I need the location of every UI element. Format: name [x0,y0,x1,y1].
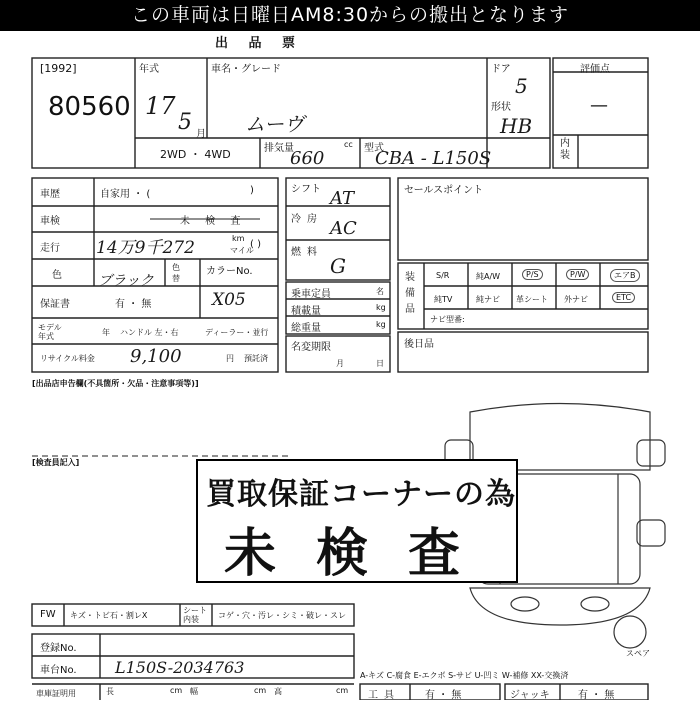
stamp-line1: 買取保証コーナーの為 [206,477,516,512]
cert-height: 高 [274,687,282,696]
aircon-value: AC [330,218,357,239]
shift-value: AT [330,188,355,209]
lot-code: [1992] [40,62,77,75]
color-change-label: 色替 [172,263,180,283]
chassis-value: L150S-2034763 [115,658,245,677]
cert-length-unit: cm [170,686,183,695]
equip-power-window: P/W [566,269,589,280]
model-year-label: モデル年式 [38,323,62,341]
score-label: 評価点 [580,64,610,75]
model-value: ムーヴ [245,112,304,136]
fuel-value: G [330,254,346,278]
pickup-notice-banner: この車両は日曜日AM8:30からの搬出となります [0,0,700,31]
equip-etc: ETC [612,292,635,303]
type-code-label: 型式 [364,143,384,154]
capacity-label: 乗車定員 [291,289,331,300]
reg-change-day: 日 [376,359,384,368]
tools-label: 工具 [368,690,400,701]
displacement-label: 排気量 [264,143,294,154]
inspection-label: 車検 [40,216,60,227]
seller-notes-label: [出品店申告欄(不具箇所・欠品・注意事項等)] [32,379,199,388]
mileage-unit-km: km [232,234,245,243]
sheet-title-fragment: 出 品 票 [215,36,304,51]
damage-legend: A-キズ C-腐食 E-エクボ S-サビ U-凹ミ W-補修 XX-交換済 [360,671,569,680]
equipment-label: 装備品 [405,272,415,315]
year-label: 年式 [139,64,159,75]
load-label: 積載量 [291,306,321,317]
model-grade-label: 車名・グレード [211,64,281,75]
handle-side: ハンドル 左・右 [120,328,179,337]
capacity-unit: 名 [376,287,384,296]
drive-type: 2WD ・ 4WD [160,148,231,161]
aircon-label: 冷房 [291,214,323,225]
displacement-value: 660 [290,148,325,169]
score-value: — [590,95,608,116]
equip-genuine-navi: 純ナビ [476,295,500,304]
history-close: ) [250,185,254,196]
model-year-unit: 年 [102,328,110,337]
cert-width: 幅 [190,687,198,696]
fw-label: FW [40,609,56,620]
year-value: 17 [145,92,176,120]
shift-label: シフト [291,184,321,195]
reg-change-month: 月 [336,359,344,368]
color-code-label: カラーNo. [206,266,253,277]
stamp-line2: 未検査 [224,524,501,584]
inspection-text: 未 検 査 [180,216,247,227]
recycle-unit: 円 [226,354,234,363]
color-value: ブラック [98,273,154,289]
registration-label: 登録No. [40,643,77,654]
cert-length: 長 [106,687,114,696]
color-label: 色 [52,270,62,281]
equip-leather-seat: 革シート [516,295,548,304]
equip-airbag: エアB [610,269,640,282]
mileage-paren: ( ) [250,239,261,250]
chassis-label: 車台No. [40,665,77,676]
reg-change-label: 名変期限 [291,342,331,353]
year-month-value: 5 [178,110,192,135]
shape-label: 形状 [491,102,511,113]
jack-label: ジャッキ [510,690,550,701]
load-unit: kg [376,303,386,312]
recycle-label: リサイクル料金 [40,354,95,363]
inspector-notes-label: [検査員記入] [32,458,80,467]
fuel-label: 燃料 [291,247,323,258]
interior-label: 内装 [560,138,570,161]
cert-height-unit: cm [336,686,349,695]
spare-tire-label: スペア [626,649,650,658]
history-options: 自家用 ・ ( [100,189,151,200]
tools-options: 有 ・ 無 [425,690,462,701]
recycle-deposit: 預託済 [244,354,268,363]
cert-width-unit: cm [254,686,267,695]
gross-unit: kg [376,320,386,329]
doors-value: 5 [515,74,528,98]
mileage-value: 14万9千272 [96,238,195,258]
equip-aftermarket-navi: 外ナビ [564,295,588,304]
equip-sunroof: S/R [436,271,450,280]
jack-options: 有 ・ 無 [578,690,615,701]
warranty-label: 保証書 [40,299,70,310]
mileage-label: 走行 [40,243,60,254]
shape-value: HB [500,114,533,138]
sales-point-label: セールスポイント [404,185,484,196]
lot-number: 80560 [48,92,131,122]
fw-text: キズ・トビ石・割レX [70,611,148,620]
mileage-unit-mile: マイル [230,246,254,255]
dealer-import: ディーラー・並行 [205,328,269,337]
guarantee-stamp [196,459,518,583]
color-code-value: X05 [212,290,246,310]
garage-cert-label: 車庫証明用 [36,689,76,698]
recycle-value: 9,100 [130,346,182,367]
displacement-unit: cc [344,140,353,149]
doors-label: ドア [491,64,511,75]
equip-genuine-aw: 純A/W [476,272,501,281]
month-unit: 月 [196,129,206,140]
warranty-options: 有 ・ 無 [115,299,152,310]
after-date-label: 後日品 [404,339,434,350]
type-code-value: CBA - L150S [375,148,492,169]
equip-genuine-tv: 純TV [434,295,453,304]
seat-label: シート内装 [183,606,207,624]
seat-text: コゲ・穴・汚レ・シミ・破レ・スレ [218,611,346,620]
equip-power-steering: P/S [522,269,543,280]
history-label: 車歴 [40,189,60,200]
gross-label: 総重量 [291,323,321,334]
navi-model-label: ナビ型番: [430,315,465,324]
